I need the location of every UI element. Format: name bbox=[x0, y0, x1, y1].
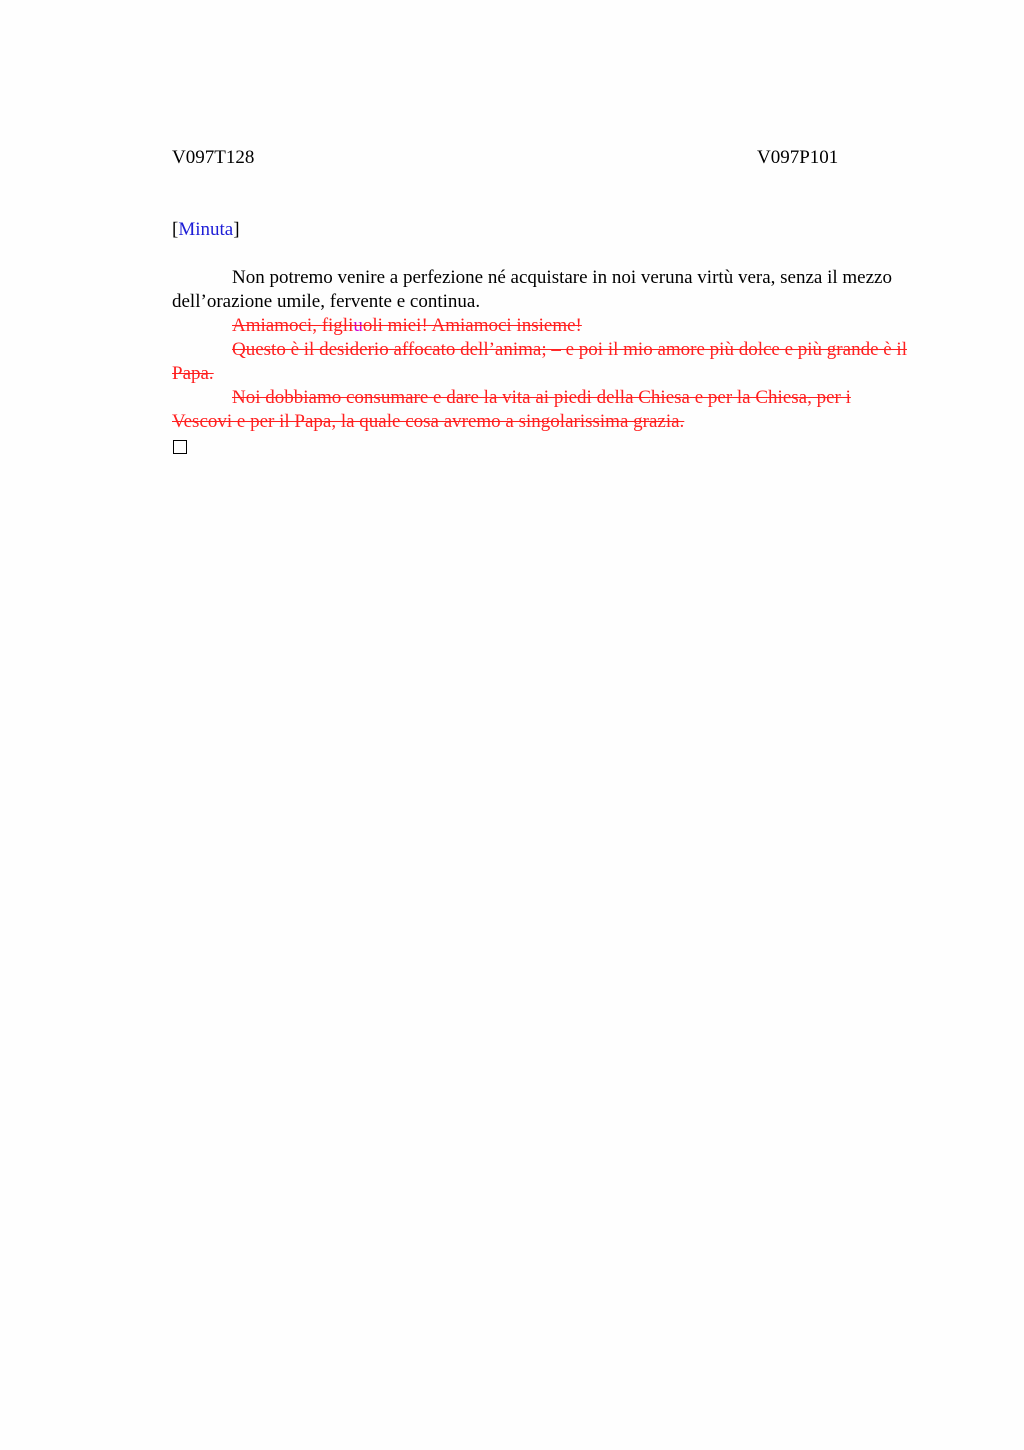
document-code-right: V097P101 bbox=[757, 147, 839, 168]
label-close-bracket: ] bbox=[233, 219, 240, 240]
document-code-left: V097T128 bbox=[172, 147, 255, 168]
paragraph-2-insertion: u bbox=[353, 315, 363, 336]
paragraph-2-deleted bbox=[172, 314, 912, 338]
page-header bbox=[172, 146, 912, 170]
paragraph-1: Non potremo venire a perfezione né acquistare in noi veruna virtù vera, senza il mezzo dell’orazione umile, fervente e continua. bbox=[172, 267, 892, 312]
label-open-bracket: [ bbox=[172, 219, 179, 240]
empty-square-icon bbox=[173, 440, 187, 454]
document-label bbox=[172, 218, 240, 242]
paragraph-2-part-after: oli miei! Amiamoci insieme! bbox=[362, 315, 582, 336]
paragraph-2-part-before: Amiamoci, figli bbox=[232, 315, 354, 336]
paragraph-4-deleted: Noi dobbiamo consumare e dare la vita ai piedi della Chiesa e per la Chiesa, per i Vescovi e per il Papa, la quale cosa avremo a singolarissima grazia. bbox=[172, 387, 851, 432]
label-text: Minuta bbox=[178, 219, 234, 240]
document-body bbox=[172, 266, 912, 454]
paragraph-3-deleted: Questo è il desiderio affocato dell’anima; – e poi il mio amore più dolce e più grande è il Papa. bbox=[172, 339, 907, 384]
